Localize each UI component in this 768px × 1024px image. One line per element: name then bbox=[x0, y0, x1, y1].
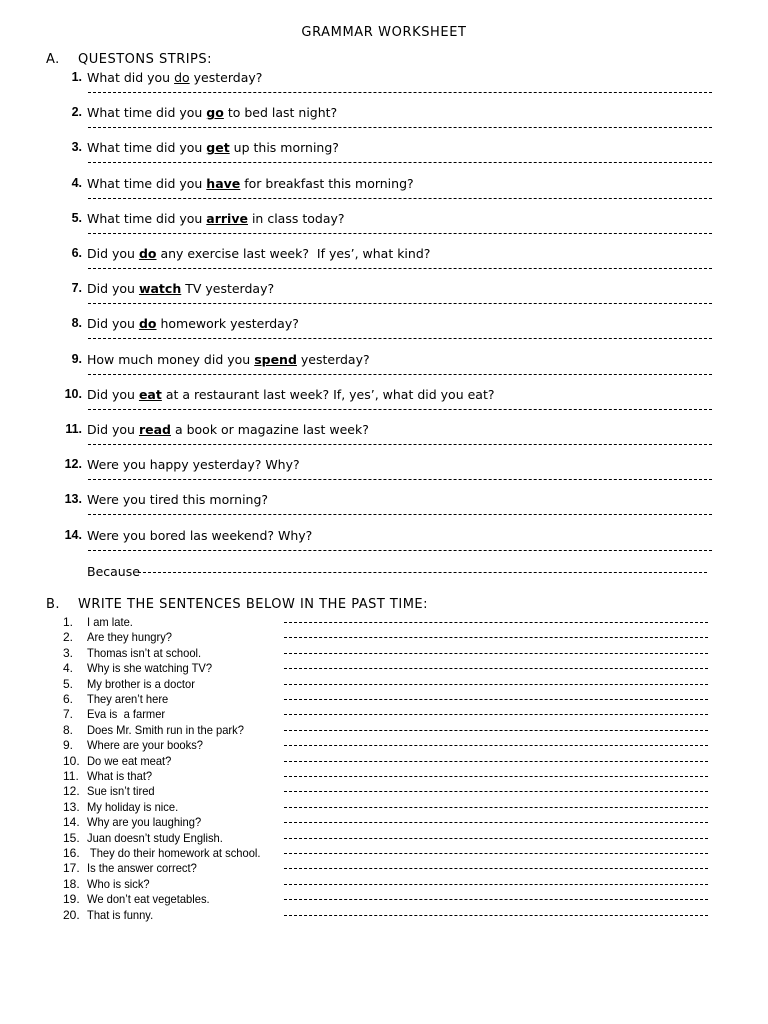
question-number: 7. bbox=[71, 281, 82, 296]
sentence-item bbox=[0, 630, 768, 645]
sentence-item bbox=[0, 615, 768, 630]
question-text-before: Were you happy yesterday? Why? bbox=[87, 457, 300, 473]
question-item bbox=[0, 176, 768, 211]
sentence-number: 3. bbox=[63, 645, 74, 660]
question-number: 1. bbox=[71, 70, 82, 84]
sentence-text: Why is she watching TV? bbox=[87, 661, 213, 676]
sentence-text: Who is sick? bbox=[87, 876, 150, 891]
question-text-before: What time did you bbox=[87, 210, 207, 226]
answer-line[interactable] bbox=[284, 868, 708, 869]
question-item bbox=[0, 492, 768, 527]
answer-line[interactable] bbox=[284, 807, 708, 808]
answer-line[interactable] bbox=[88, 374, 712, 375]
answer-line[interactable] bbox=[88, 127, 712, 128]
question-text bbox=[87, 528, 312, 543]
sentence-item bbox=[0, 661, 768, 676]
question-number: 10. bbox=[64, 386, 82, 401]
answer-line[interactable] bbox=[88, 303, 712, 304]
sentence-number: 1. bbox=[63, 615, 74, 629]
answer-line[interactable] bbox=[284, 884, 708, 885]
answer-line[interactable] bbox=[284, 622, 708, 623]
question-item bbox=[0, 387, 768, 422]
question-text bbox=[87, 457, 300, 472]
section-a-title: QUESTONS STRIPS: bbox=[78, 52, 213, 67]
question-text bbox=[87, 246, 430, 261]
question-text-after: for breakfast this morning? bbox=[240, 175, 414, 191]
sentence-number: 20. bbox=[63, 907, 80, 922]
question-item bbox=[0, 316, 768, 351]
question-verb: do bbox=[138, 246, 157, 261]
question-verb: do bbox=[174, 70, 190, 85]
question-text-before: What time did you bbox=[87, 105, 207, 121]
sentence-item bbox=[0, 800, 768, 815]
sentence-text: Thomas isn’t at school. bbox=[87, 645, 202, 660]
sentence-item bbox=[0, 908, 768, 923]
question-text-after: in class today? bbox=[247, 210, 345, 226]
because-answer-line[interactable] bbox=[138, 572, 707, 573]
question-text-before: Did you bbox=[87, 246, 139, 261]
answer-line[interactable] bbox=[284, 653, 708, 654]
sentence-text: My brother is a doctor bbox=[87, 676, 195, 691]
sentence-number: 10. bbox=[63, 753, 80, 768]
question-text-before: Did you bbox=[87, 281, 139, 297]
question-number: 12. bbox=[64, 457, 82, 472]
sentence-number: 18. bbox=[63, 876, 80, 891]
question-text-after: any exercise last week? If yes’, what kind? bbox=[156, 246, 431, 261]
question-text-before: What time did you bbox=[87, 140, 207, 156]
question-text-after: yesterday? bbox=[296, 351, 370, 367]
question-text-before: Were you bored las weekend? Why? bbox=[87, 527, 313, 543]
answer-line[interactable] bbox=[88, 338, 712, 339]
question-item bbox=[0, 140, 768, 175]
section-b-letter: B. bbox=[46, 597, 61, 612]
question-text bbox=[87, 105, 337, 120]
question-verb: arrive bbox=[206, 210, 248, 226]
section-a-heading bbox=[46, 52, 212, 67]
answer-line[interactable] bbox=[284, 791, 708, 792]
sentence-item bbox=[0, 677, 768, 692]
question-verb: spend bbox=[254, 351, 297, 367]
because-answer-row bbox=[87, 564, 707, 580]
page-title: GRAMMAR WORKSHEET bbox=[301, 25, 467, 40]
question-text-after: up this morning? bbox=[229, 140, 339, 156]
sentence-item bbox=[0, 861, 768, 876]
answer-line[interactable] bbox=[88, 550, 712, 551]
question-text-before: How much money did you bbox=[87, 351, 255, 367]
question-item bbox=[0, 211, 768, 246]
question-number: 13. bbox=[64, 492, 82, 507]
question-verb: eat bbox=[138, 386, 162, 402]
question-text-after: at a restaurant last week? If, yes’, what did you eat? bbox=[161, 386, 495, 402]
sentence-number: 7. bbox=[63, 707, 74, 722]
question-text bbox=[87, 281, 274, 296]
question-number: 11. bbox=[65, 422, 82, 436]
question-item bbox=[0, 105, 768, 140]
sentence-item bbox=[0, 723, 768, 738]
sentence-text: My holiday is nice. bbox=[87, 799, 179, 814]
question-verb: go bbox=[206, 105, 224, 121]
sentence-text: We don’t eat vegetables. bbox=[87, 892, 210, 907]
question-text-after: to bed last night? bbox=[223, 105, 338, 121]
sentence-item bbox=[0, 784, 768, 799]
sentence-number: 5. bbox=[63, 676, 74, 691]
section-a-letter: A. bbox=[46, 52, 60, 67]
question-verb: watch bbox=[138, 281, 182, 297]
question-text-after: yesterday? bbox=[189, 70, 263, 85]
answer-line[interactable] bbox=[88, 233, 712, 234]
sentence-number: 13. bbox=[63, 799, 80, 814]
answer-line[interactable] bbox=[284, 637, 708, 638]
answer-line[interactable] bbox=[284, 684, 708, 685]
sentence-item bbox=[0, 738, 768, 753]
sentence-item bbox=[0, 692, 768, 707]
answer-line[interactable] bbox=[284, 668, 708, 669]
sentence-number: 9. bbox=[63, 738, 74, 753]
sentence-number: 15. bbox=[63, 830, 80, 845]
sentence-text: Do we eat meat? bbox=[87, 753, 172, 768]
sentence-text: They aren’t here bbox=[87, 692, 169, 706]
question-text bbox=[87, 140, 339, 155]
question-number: 4. bbox=[71, 175, 82, 190]
answer-line[interactable] bbox=[284, 838, 708, 839]
answer-line[interactable] bbox=[88, 162, 712, 163]
sentence-text: Are they hungry? bbox=[87, 630, 172, 645]
sentence-text: Juan doesn’t study English. bbox=[87, 830, 223, 845]
question-text-after: TV yesterday? bbox=[181, 281, 275, 297]
sentence-item bbox=[0, 831, 768, 846]
sentence-item bbox=[0, 754, 768, 769]
answer-line[interactable] bbox=[284, 776, 708, 777]
answer-line[interactable] bbox=[284, 730, 708, 731]
sentence-number: 4. bbox=[63, 661, 74, 676]
question-number: 14. bbox=[64, 527, 82, 542]
section-b-heading bbox=[46, 597, 428, 612]
question-text-before: Did you bbox=[87, 386, 139, 402]
question-text bbox=[87, 211, 345, 226]
sentence-item bbox=[0, 877, 768, 892]
sentence-number: 17. bbox=[63, 861, 80, 876]
question-verb: read bbox=[138, 422, 171, 437]
question-item bbox=[0, 70, 768, 105]
question-verb: do bbox=[138, 316, 157, 332]
sentence-number: 2. bbox=[63, 630, 74, 645]
question-item bbox=[0, 422, 768, 457]
section-b-title: WRITE THE SENTENCES BELOW IN THE PAST TIME: bbox=[78, 597, 429, 612]
sentence-item bbox=[0, 892, 768, 907]
question-verb: have bbox=[206, 175, 241, 191]
question-text bbox=[87, 492, 268, 507]
question-text-before: What did you bbox=[87, 70, 175, 85]
sentence-number: 19. bbox=[63, 892, 80, 907]
sentence-number: 6. bbox=[63, 692, 74, 706]
answer-line[interactable] bbox=[88, 409, 712, 410]
question-item bbox=[0, 246, 768, 281]
answer-line[interactable] bbox=[284, 853, 708, 854]
question-text-before: Were you tired this morning? bbox=[87, 492, 269, 508]
sentence-number: 11. bbox=[63, 769, 79, 783]
sentence-text: Does Mr. Smith run in the park? bbox=[87, 722, 244, 737]
sentence-item bbox=[0, 846, 768, 861]
sentence-text: Eva is a farmer bbox=[87, 707, 166, 722]
sentence-number: 8. bbox=[63, 722, 74, 737]
sentence-text: That is funny. bbox=[87, 907, 154, 922]
question-text-before: What time did you bbox=[87, 175, 207, 191]
question-text bbox=[87, 422, 369, 437]
because-label: Because bbox=[87, 564, 140, 579]
question-item bbox=[0, 352, 768, 387]
sentence-number: 14. bbox=[63, 815, 80, 830]
question-text-after: a book or magazine last week? bbox=[170, 422, 369, 437]
question-text bbox=[87, 70, 262, 85]
sentence-item bbox=[0, 646, 768, 661]
answer-line[interactable] bbox=[88, 268, 712, 269]
question-number: 6. bbox=[71, 246, 82, 260]
question-number: 3. bbox=[71, 140, 82, 155]
question-text bbox=[87, 316, 299, 331]
sentence-text: Where are your books? bbox=[87, 738, 204, 753]
answer-line[interactable] bbox=[284, 915, 708, 916]
answer-line[interactable] bbox=[284, 899, 708, 900]
question-item bbox=[0, 281, 768, 316]
question-number: 9. bbox=[71, 351, 82, 366]
sentence-item bbox=[0, 815, 768, 830]
sentence-text: They do their homework at school. bbox=[87, 846, 261, 860]
sentence-item bbox=[0, 707, 768, 722]
question-text-before: Did you bbox=[87, 316, 139, 332]
question-item bbox=[0, 457, 768, 492]
sentence-item bbox=[0, 769, 768, 784]
answer-line[interactable] bbox=[284, 714, 708, 715]
question-item bbox=[0, 528, 768, 563]
answer-line[interactable] bbox=[88, 514, 712, 515]
question-text bbox=[87, 387, 494, 402]
question-number: 8. bbox=[71, 316, 82, 331]
question-verb: get bbox=[206, 140, 230, 156]
answer-line[interactable] bbox=[88, 92, 712, 93]
answer-line[interactable] bbox=[284, 699, 708, 700]
question-text-before: Did you bbox=[87, 422, 139, 437]
answer-line[interactable] bbox=[88, 444, 712, 445]
question-text bbox=[87, 176, 414, 191]
answer-line[interactable] bbox=[284, 822, 708, 823]
sentence-number: 16. bbox=[63, 846, 80, 860]
answer-line[interactable] bbox=[284, 745, 708, 746]
question-number: 2. bbox=[71, 105, 82, 120]
sentence-number: 12. bbox=[63, 784, 80, 799]
sentence-text: Why are you laughing? bbox=[87, 815, 202, 830]
answer-line[interactable] bbox=[88, 198, 712, 199]
question-text-after: homework yesterday? bbox=[156, 316, 299, 332]
sentence-text: Sue isn’t tired bbox=[87, 784, 155, 799]
answer-line[interactable] bbox=[284, 761, 708, 762]
sentence-text: I am late. bbox=[87, 615, 133, 629]
question-text bbox=[87, 352, 370, 367]
answer-line[interactable] bbox=[88, 479, 712, 480]
question-number: 5. bbox=[71, 210, 82, 225]
sentence-text: Is the answer correct? bbox=[87, 861, 197, 876]
sentence-text: What is that? bbox=[87, 769, 153, 783]
